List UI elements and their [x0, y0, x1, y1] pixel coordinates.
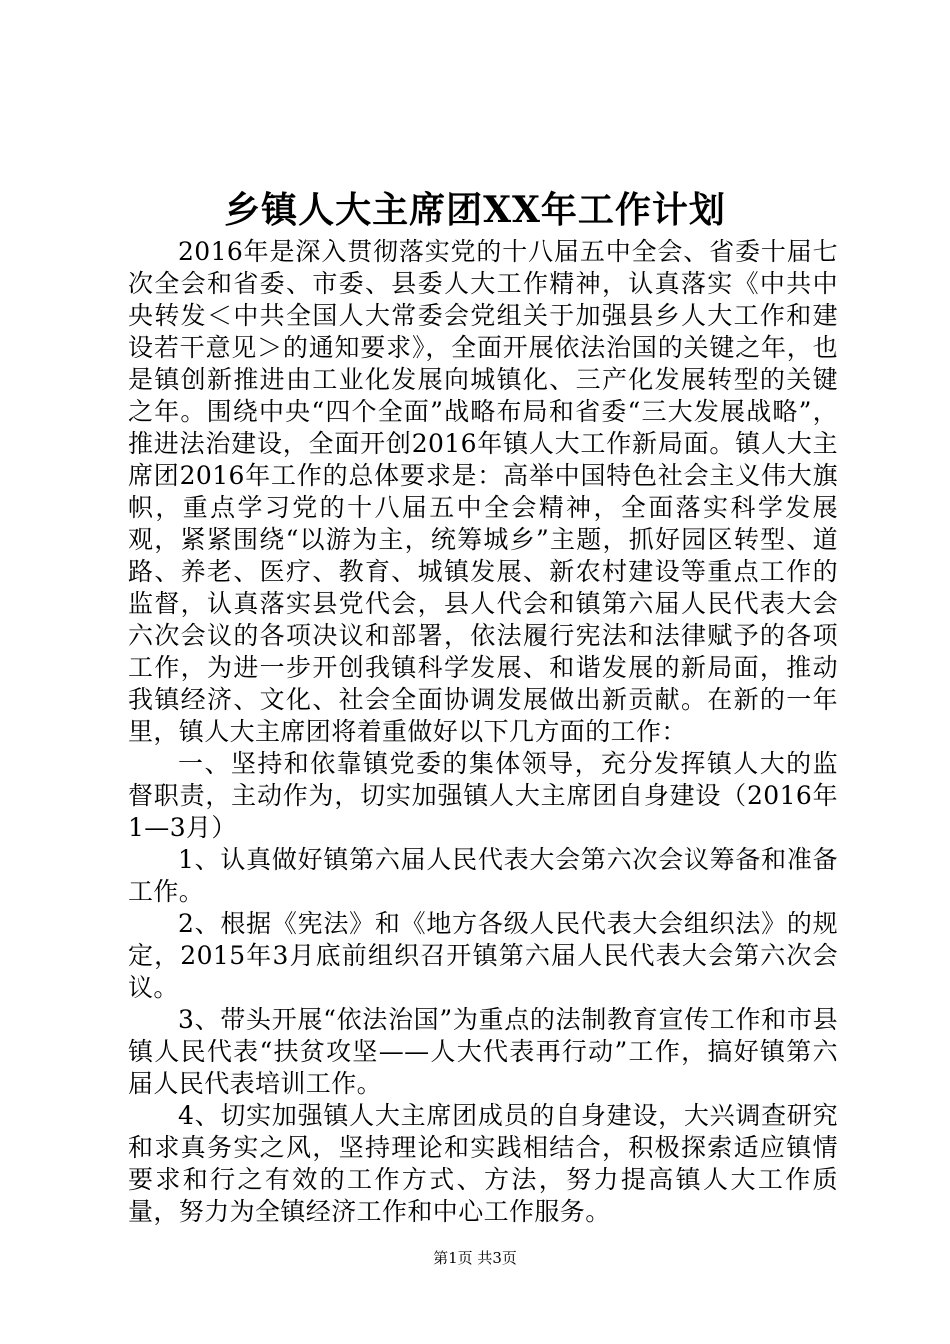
document-body: [128, 236, 838, 1228]
list-item-4: 4、切实加强镇人大主席团成员的自身建设，大兴调查研究和求真务实之风，坚持理论和实践相结合，积极探索适应镇情要求和行之有效的工作方式、方法，努力提高镇人大工作质量，努力为全镇经济工作和中心工作服务。: [128, 1101, 838, 1226]
list-item-3: 3、带头开展“依法治国”为重点的法制教育宣传工作和市县镇人民代表“扶贫攻坚——人大代表再行动”工作，搞好镇第六届人民代表培训工作。: [128, 1005, 838, 1098]
list-item-2: 2、根据《宪法》和《地方各级人民代表大会组织法》的规定，2015年3月底前组织召开镇第六届人民代表大会第六次会议。: [128, 909, 838, 1002]
intro-paragraph: 2016年是深入贯彻落实党的十八届五中全会、省委十届七次全会和省委、市委、县委人大工作精神，认真落实《中共中央转发＜中共全国人大常委会党组关于加强县乡人大工作和建设若干意见＞的通知要求》，全面开展依法治国的关键之年，也是镇创新推进由工业化发展向城镇化、三产化发展转型的关键之年。围绕中央“四个全面”战略布局和省委“三大发展战略”，推进法治建设，全面开创2016年镇人大工作新局面。镇人大主席团2016年工作的总体要求是：高举中国特色社会主义伟大旗帜，重点学习党的十八届五中全会精神，全面落实科学发展观，紧紧围绕“以游为主，统筹城乡”主题，抓好园区转型、道路、养老、医疗、教育、城镇发展、新农村建设等重点工作的监督，认真落实县党代会，县人代会和镇第六届人民代表大会六次会议的各项决议和部署，依法履行宪法和法律赋予的各项工作，为进一步开创我镇科学发展、和谐发展的新局面，推动我镇经济、文化、社会全面协调发展做出新贡献。在新的一年里，镇人大主席团将着重做好以下几方面的工作：: [128, 237, 838, 746]
page-number-footer: 第1页 共3页: [433, 1249, 517, 1267]
list-item-1: 1、认真做好镇第六届人民代表大会第六次会议筹备和准备工作。: [128, 845, 838, 906]
section-heading-1: 一、坚持和依靠镇党委的集体领导，充分发挥镇人大的监督职责，主动作为，切实加强镇人大主席团自身建设（2016年1—3月）: [128, 749, 838, 842]
document-title: 乡镇人大主席团XX年工作计划: [224, 189, 726, 231]
